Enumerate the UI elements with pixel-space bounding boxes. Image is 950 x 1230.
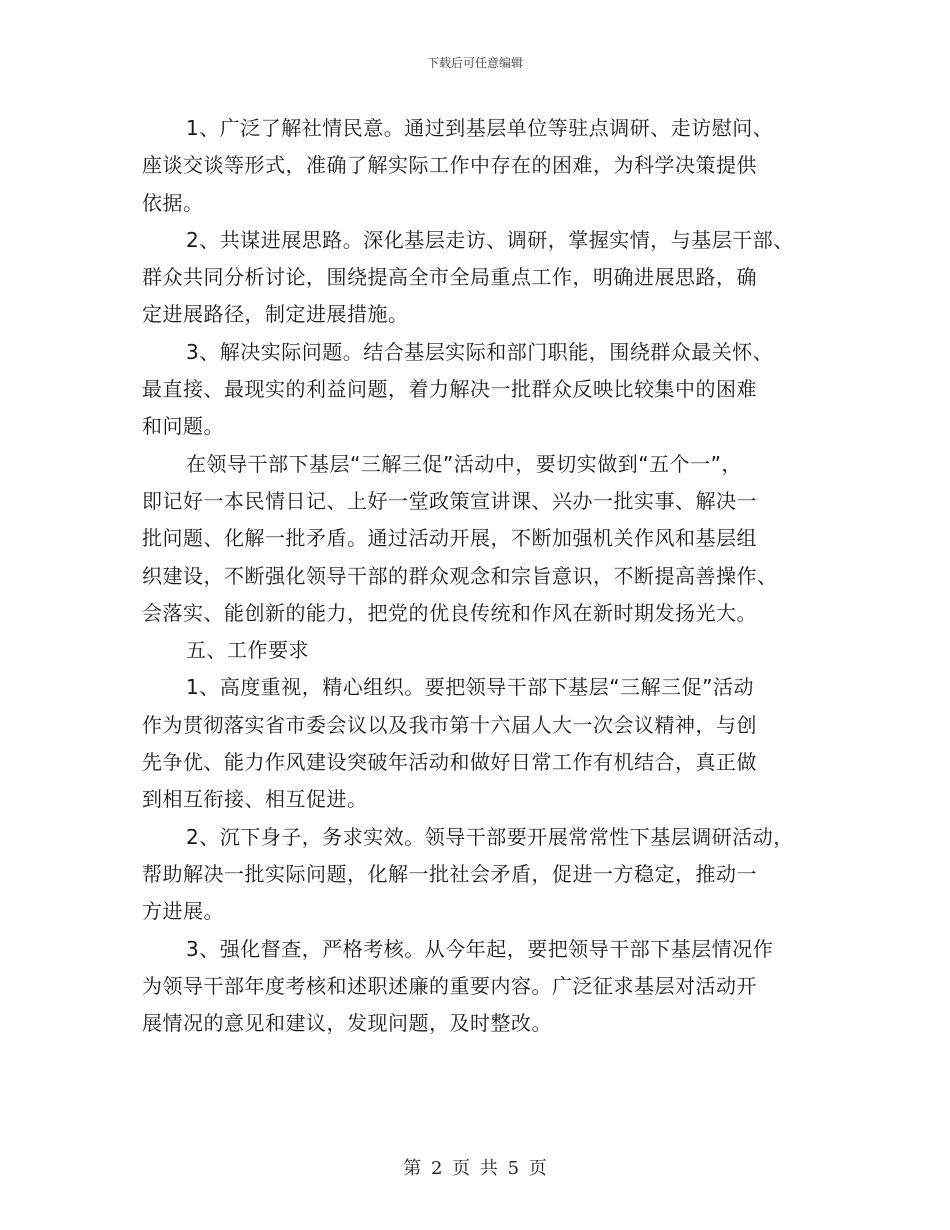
text-line: 织建设，不断强化领导干部的群众观念和宗旨意识，不断提高善操作、: [142, 563, 778, 588]
text-line: 展情况的意见和建议，发现问题，及时整改。: [142, 1011, 552, 1036]
text-line: 1、广泛了解社情民意。通过到基层单位等驻点调研、走访慰问、: [186, 116, 774, 140]
text-line: 为领导干部年度考核和述职述廉的重要内容。广泛征求基层对活动开: [142, 973, 757, 998]
text-line: 帮助解决一批实际问题，化解一批社会矛盾，促进一方稳定，推动一: [142, 861, 757, 886]
text-line: 座谈交谈等形式，准确了解实际工作中存在的困难，为科学决策提供: [142, 153, 757, 178]
text-line: 方进展。: [142, 899, 224, 924]
text-line: 依据。: [142, 190, 204, 215]
text-line: 会落实、能创新的能力，把党的优良传统和作风在新时期发扬光大。: [142, 600, 757, 625]
text-line: 最直接、最现实的利益问题，着力解决一批群众反映比较集中的困难: [142, 377, 757, 402]
text-line: 2、沉下身子，务求实效。领导干部要开展常常性下基层调研活动，: [186, 824, 794, 849]
text-line: 在领导干部下基层“三解三促”活动中，要切实做到“五个一”，: [186, 451, 742, 476]
document-body: [142, 110, 822, 1042]
text-line: 批问题、化解一批矛盾。通过活动开展，不断加强机关作风和基层组: [142, 526, 757, 551]
text-line: 作为贯彻落实省市委会议以及我市第十六届人大一次会议精神，与创: [142, 712, 757, 737]
text-line: 3、强化督查，严格考核。从今年起，要把领导干部下基层情况作: [186, 936, 774, 961]
page-header: 下载后可任意编辑: [426, 56, 523, 70]
page-footer: 第 2 页 共 5 页: [403, 1158, 547, 1179]
section-heading: 五、工作要求: [186, 638, 309, 663]
text-line: 3、解决实际问题。结合基层实际和部门职能，围绕群众最关怀、: [186, 339, 774, 364]
text-line: 2、共谋进展思路。深化基层走访、调研，掌握实情，与基层干部、: [186, 227, 794, 252]
text-line: 先争优、能力作风建设突破年活动和做好日常工作有机结合，真正做: [142, 750, 757, 775]
text-line: 和问题。: [142, 414, 224, 439]
text-line: 到相互衔接、相互促进。: [142, 787, 368, 812]
text-line: 即记好一本民情日记、上好一堂政策宣讲课、兴办一批实事、解决一: [142, 488, 757, 513]
text-line: 定进展路径，制定进展措施。: [142, 302, 409, 327]
text-line: 1、高度重视，精心组织。要把领导干部下基层“三解三促”活动: [186, 675, 754, 700]
text-line: 群众共同分析讨论，围绕提高全市全局重点工作，明确进展思路，确: [142, 265, 757, 290]
